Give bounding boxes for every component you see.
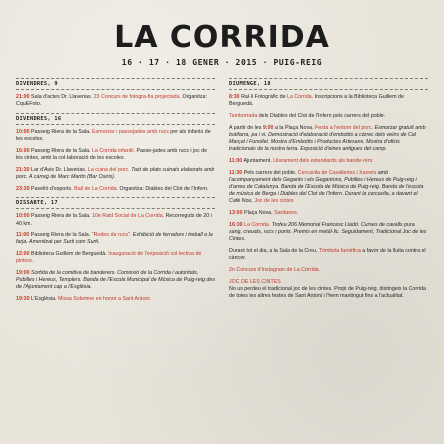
list-item [229,267,428,274]
event-place: Passeig Riera de la Sala. [29,232,92,239]
section-title: JOC DE LES CINTES [229,278,281,285]
page-subtitle: 16 · 17 · 18 GENER · 2015 · PUIG-REIG [121,58,323,67]
event-place: Passeig Riera de la Sala. [29,213,92,220]
event-time: 12:00 [16,251,30,258]
event-title: Esmorzar i passejades amb rucs [91,128,169,135]
event-detail: Sortida de la comitiva de banderers. Comissió de la Corrida i autoritats, Pubilles i Hereus, Templers. Banda de l'Escola Municipal de Música de Puig-reig des de l'Ajuntament cap a l'Església. [16,270,215,291]
event-detail: Trofeu 206 Memorial Francesc Lladó. Curses de cavalls pura sang, creuats, rucs i ponis. Premis en metàl·lic. Seguidament, Tradicional Joc de les Cintes. [229,221,427,243]
event-time: 21:00 [16,94,30,100]
day-header-divendres-16: DIVENDRES, 16 [16,113,215,125]
list-item [16,129,215,143]
event-title: La Corrida. [242,221,271,228]
right-column [229,78,428,308]
event-place: Plaça Nova. [242,210,275,217]
event-detail: a favor de la lluita contra el càncer. [229,247,426,262]
day-header-diumenge-18: DIUMENGE, 18 [229,78,428,90]
event-title: Lliurament dels estendards als bande-rers. [273,157,374,164]
event-time: 16:30 [229,221,243,228]
event-place: Passeig Riera de la Sala. [29,128,92,135]
event-title: Cercavila de Cavalleries i Xarrets [297,169,377,176]
list-item [16,296,215,303]
event-place: Pavelló d'esports. [29,185,75,192]
event-detail: Exhibició de ferradors i treball a la farja. Amenitzat per Surti com Surti. [16,232,213,246]
event-title: Inauguració de l'exposició col·lectiva de pintors. [16,251,202,265]
list-item [229,94,428,108]
list-item [229,248,428,262]
event-title: Festa a l'entorn del porc. [314,124,374,131]
event-title: Tamborrada [229,112,258,119]
event-place: Ajuntament. [242,157,274,164]
event-detail: Esmorzar gratuït amb botifarra, pa i vi. Demostració d'elaboració d'embotits a càrrec dels veïns de Cal Marçal i Fonollet. Mostra d'Embotits i Productes Artesans. Mostra d'oficis tradicionals de la nostra terra. Exposició d'eines antigues del camp. [229,124,426,153]
list-item [229,210,428,217]
list-item [16,94,215,108]
event-detail: dels Diables del Clot de l'Infern pels carrers del poble. [257,112,386,119]
event-place: Ral·li Fotogràfic de [239,94,288,100]
list-item [16,213,215,227]
event-title: Missa Solemne en honor a Sant Antoni. [57,296,152,303]
event-place: Durant tot el dia, a la Sala de la Creu, [229,247,319,254]
list-item [229,125,428,154]
event-time: 23:30 [16,185,30,192]
event-place-2: a la Plaça Nova. [273,124,315,131]
event-detail: amb l'acompanyament dels Gegants i els Gegantons, Pubilles i Hereus de Puig-reig i d'arreu de Catalunya. Banda de l'Escola de Música de Puig-reig. Banda de l'escola de música de Berga i Diables del Clot de l'Infern. Durant la cercavila, a davant el Cafè Nou, [229,169,424,205]
event-time: 11:00 [229,157,243,164]
event-place: Biblioteca Guillem de Berguedà. [29,251,109,258]
event-time: 19:00 [16,270,30,277]
event-detail: Passe-jades amb rucs i joc de les cintes, amb la col·laboració de les escoles. [16,147,208,162]
event-time: 11:00 [16,232,30,239]
event-time: 9:00 [262,124,274,131]
list-item [16,148,215,162]
event-time: 10:00 [16,213,30,220]
day-header-divendres-9: DIVENDRES, 9 [16,78,215,90]
event-detail: Inscripcions a la Biblioteca Guillem de Berguedà. [229,94,404,108]
event-place: Pels carrers del poble. [242,169,298,176]
event-title: Tòmbola benèfica [318,247,361,254]
event-time: 19:30 [16,296,30,303]
event-detail: Organitza: Diables del Clot de l'Infern. [118,185,209,192]
list-item [16,251,215,265]
event-time: 16:00 [16,147,30,154]
event-detail: per als infants de les escoles. [16,128,211,143]
event-title: La cuina del porc. [87,166,130,173]
event-place: A partir de les [229,124,263,131]
list-item [16,186,215,193]
event-place: Passeig Riera de la Sala. [29,147,92,154]
event-title: "Rodeo de rucs". [91,232,132,239]
event-title: 23 Concurs de fotogra-fia projectada. [93,94,182,100]
event-detail: Organitza: CquEFoto. [16,94,207,108]
event-time: 13:00 [229,210,243,217]
list-item [229,158,428,165]
event-title: 2n Concurs d'Instagram de La Corrida. [229,266,321,273]
page-title: LA CORRIDA [114,20,330,55]
event-title: Ball de La Corrida. [74,185,119,192]
list-item [229,113,428,120]
event-title-2: Joc de les cintes [254,198,294,205]
event-time: 10:00 [16,128,30,135]
event-time: 21:30 [16,166,30,173]
event-title: La Corrida infantil. [91,147,135,154]
event-title: La Corrida. [287,94,314,100]
list-item [229,222,428,244]
list-item [16,167,215,181]
event-place: Sala d'actes Dr. Llaverias. [29,94,94,100]
left-column [16,78,215,308]
event-place: L'Església. [29,296,58,303]
event-detail: Tast de plats cuinats elaborats amb porc. A càrreg de Marc Martin (Bar Osiris). [16,166,215,180]
event-time: 11:30 [229,169,243,176]
joc-de-les-cintes [229,279,428,301]
event-title: Sardanes. [274,210,299,217]
program-columns [16,78,428,308]
list-item [16,232,215,246]
list-item [229,170,428,206]
section-text: No us perdeu el tradicional joc de les cintes. Propi de Puig-reig, distingeix la Corrida de totes les altres festes de Sant Antoni i l'hem mantingut fins a l'actualitat. [229,285,426,299]
event-detail: Recorreguts de 20 i 40 km. [16,213,212,227]
event-time: 8:30 [229,94,240,100]
event-title: 10è Raid Social de La Corrida. [91,213,165,220]
event-place: Lar d'Avis Dr. Llaverias. [29,166,88,173]
list-item [16,270,215,292]
day-header-dissabte-17: DISSABTE, 17 [16,197,215,209]
